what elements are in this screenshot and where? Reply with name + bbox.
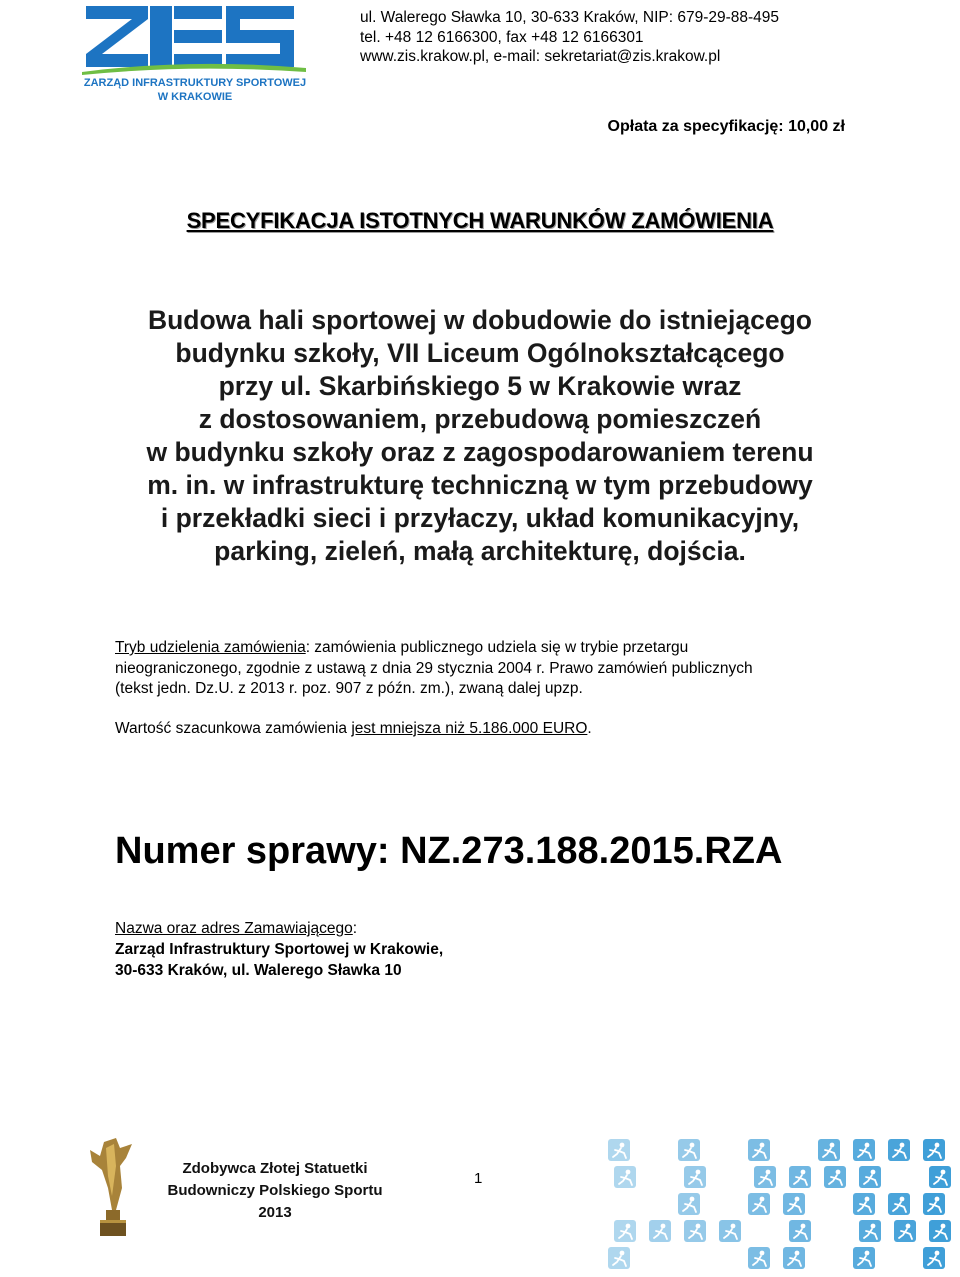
sport-pictogram bbox=[853, 1193, 875, 1215]
project-line: w budynku szkoły oraz z zagospodarowaniem terenu bbox=[146, 437, 814, 467]
sport-pictogram bbox=[678, 1139, 700, 1161]
contact-address: ul. Walerego Sławka 10, 30-633 Kraków, NIP: 679-29-88-495 bbox=[360, 9, 780, 26]
contact-phone: tel. +48 12 6166300, fax +48 12 6166301 bbox=[360, 28, 644, 46]
sport-pictogram bbox=[888, 1193, 910, 1215]
sport-pictogram bbox=[923, 1247, 945, 1269]
sport-pictogram bbox=[748, 1193, 770, 1215]
estimated-value bbox=[115, 720, 592, 738]
sport-pictogram bbox=[719, 1220, 741, 1242]
zis-logo-mark bbox=[80, 2, 310, 76]
project-line: m. in. w infrastrukturę techniczną w tym przebudowy bbox=[147, 470, 813, 500]
sport-pictogram bbox=[929, 1166, 951, 1188]
logo-org-line1: ZARZĄD INFRASTRUKTURY SPORTOWEJ bbox=[83, 77, 307, 89]
procedure-paragraph bbox=[115, 638, 846, 700]
page-number: 1 bbox=[474, 1170, 483, 1187]
project-description bbox=[100, 304, 860, 568]
contractor-colon: : bbox=[352, 920, 358, 937]
sport-pictogram bbox=[684, 1166, 706, 1188]
sport-pictogram bbox=[608, 1139, 630, 1161]
award-text bbox=[150, 1158, 400, 1224]
trophy-statuette-icon bbox=[86, 1136, 138, 1240]
document-title: SPECYFIKACJA ISTOTNYCH WARUNKÓW ZAMÓWIENIA bbox=[186, 208, 774, 233]
sport-pictogram bbox=[608, 1247, 630, 1269]
contracting-authority bbox=[115, 918, 443, 981]
procedure-label: Tryb udzielenia zamówienia bbox=[115, 639, 306, 656]
specification-fee: Opłata za specyfikację: 10,00 zł bbox=[607, 118, 845, 135]
award-line2: Budowniczy Polskiego Sportu bbox=[167, 1182, 383, 1199]
procedure-line1 bbox=[115, 638, 846, 659]
project-line: przy ul. Skarbińskiego 5 w Krakowie wraz bbox=[218, 371, 742, 401]
procedure-line1-text: : zamówienia publicznego udziela się w trybie przetargu bbox=[305, 639, 689, 656]
sport-pictogram bbox=[923, 1139, 945, 1161]
sport-pictogram bbox=[748, 1247, 770, 1269]
sport-pictogram bbox=[614, 1166, 636, 1188]
contractor-label-line bbox=[115, 918, 443, 939]
sport-pictogram bbox=[748, 1139, 770, 1161]
contractor-address: 30-633 Kraków, ul. Walerego Sławka 10 bbox=[115, 962, 402, 979]
sport-pictogram bbox=[824, 1166, 846, 1188]
sports-pictograms-icon bbox=[605, 1136, 960, 1272]
award-line3: 2013 bbox=[258, 1204, 292, 1221]
sport-pictogram bbox=[789, 1166, 811, 1188]
sport-pictogram bbox=[818, 1139, 840, 1161]
sport-pictogram bbox=[859, 1166, 881, 1188]
contact-web: www.zis.krakow.pl, e-mail: sekretariat@zis.krakow.pl bbox=[360, 48, 721, 65]
zis-logo bbox=[80, 2, 310, 102]
logo-org-line2: W KRAKOWIE bbox=[157, 91, 233, 103]
sport-pictogram bbox=[649, 1220, 671, 1242]
case-number: Numer sprawy: NZ.273.188.2015.RZA bbox=[115, 830, 783, 872]
sport-pictogram bbox=[859, 1220, 881, 1242]
sport-pictogram bbox=[783, 1193, 805, 1215]
sport-pictogram bbox=[789, 1220, 811, 1242]
sport-pictogram bbox=[929, 1220, 951, 1242]
project-line: budynku szkoły, VII Liceum Ogólnokształcącego bbox=[175, 338, 785, 368]
sport-pictogram bbox=[678, 1193, 700, 1215]
project-line: z dostosowaniem, przebudową pomieszczeń bbox=[198, 404, 762, 434]
estimated-value-suffix: . bbox=[587, 720, 592, 737]
estimated-value-prefix: Wartość szacunkowa zamówienia bbox=[115, 720, 352, 737]
sport-pictogram bbox=[894, 1220, 916, 1242]
contact-block bbox=[360, 8, 779, 67]
logo-organization-name bbox=[80, 76, 310, 104]
project-line: i przekładki sieci i przyłaczy, układ komunikacyjny, bbox=[160, 503, 800, 533]
award-line1: Zdobywca Złotej Statuetki bbox=[182, 1160, 368, 1177]
sport-pictogram bbox=[888, 1139, 910, 1161]
procedure-line3: (tekst jedn. Dz.U. z 2013 r. poz. 907 z późn. zm.), zwaną dalej upzp. bbox=[115, 680, 583, 697]
sport-pictogram bbox=[684, 1220, 706, 1242]
sport-pictogram bbox=[923, 1193, 945, 1215]
procedure-line2: nieograniczonego, zgodnie z ustawą z dnia 29 stycznia 2004 r. Prawo zamówień publicznych bbox=[115, 659, 753, 677]
contractor-name: Zarząd Infrastruktury Sportowej w Krakowie, bbox=[115, 941, 444, 958]
sport-pictogram bbox=[783, 1247, 805, 1269]
sport-pictogram bbox=[853, 1247, 875, 1269]
contractor-label: Nazwa oraz adres Zamawiającego bbox=[115, 920, 353, 937]
project-line: Budowa hali sportowej w dobudowie do istniejącego bbox=[147, 305, 812, 335]
sport-pictogram bbox=[853, 1139, 875, 1161]
sport-pictogram bbox=[754, 1166, 776, 1188]
project-line: parking, zieleń, małą architekturę, dojścia. bbox=[214, 536, 746, 566]
estimated-value-amount: jest mniejsza niż 5.186.000 EURO bbox=[351, 720, 588, 737]
sport-pictogram bbox=[614, 1220, 636, 1242]
